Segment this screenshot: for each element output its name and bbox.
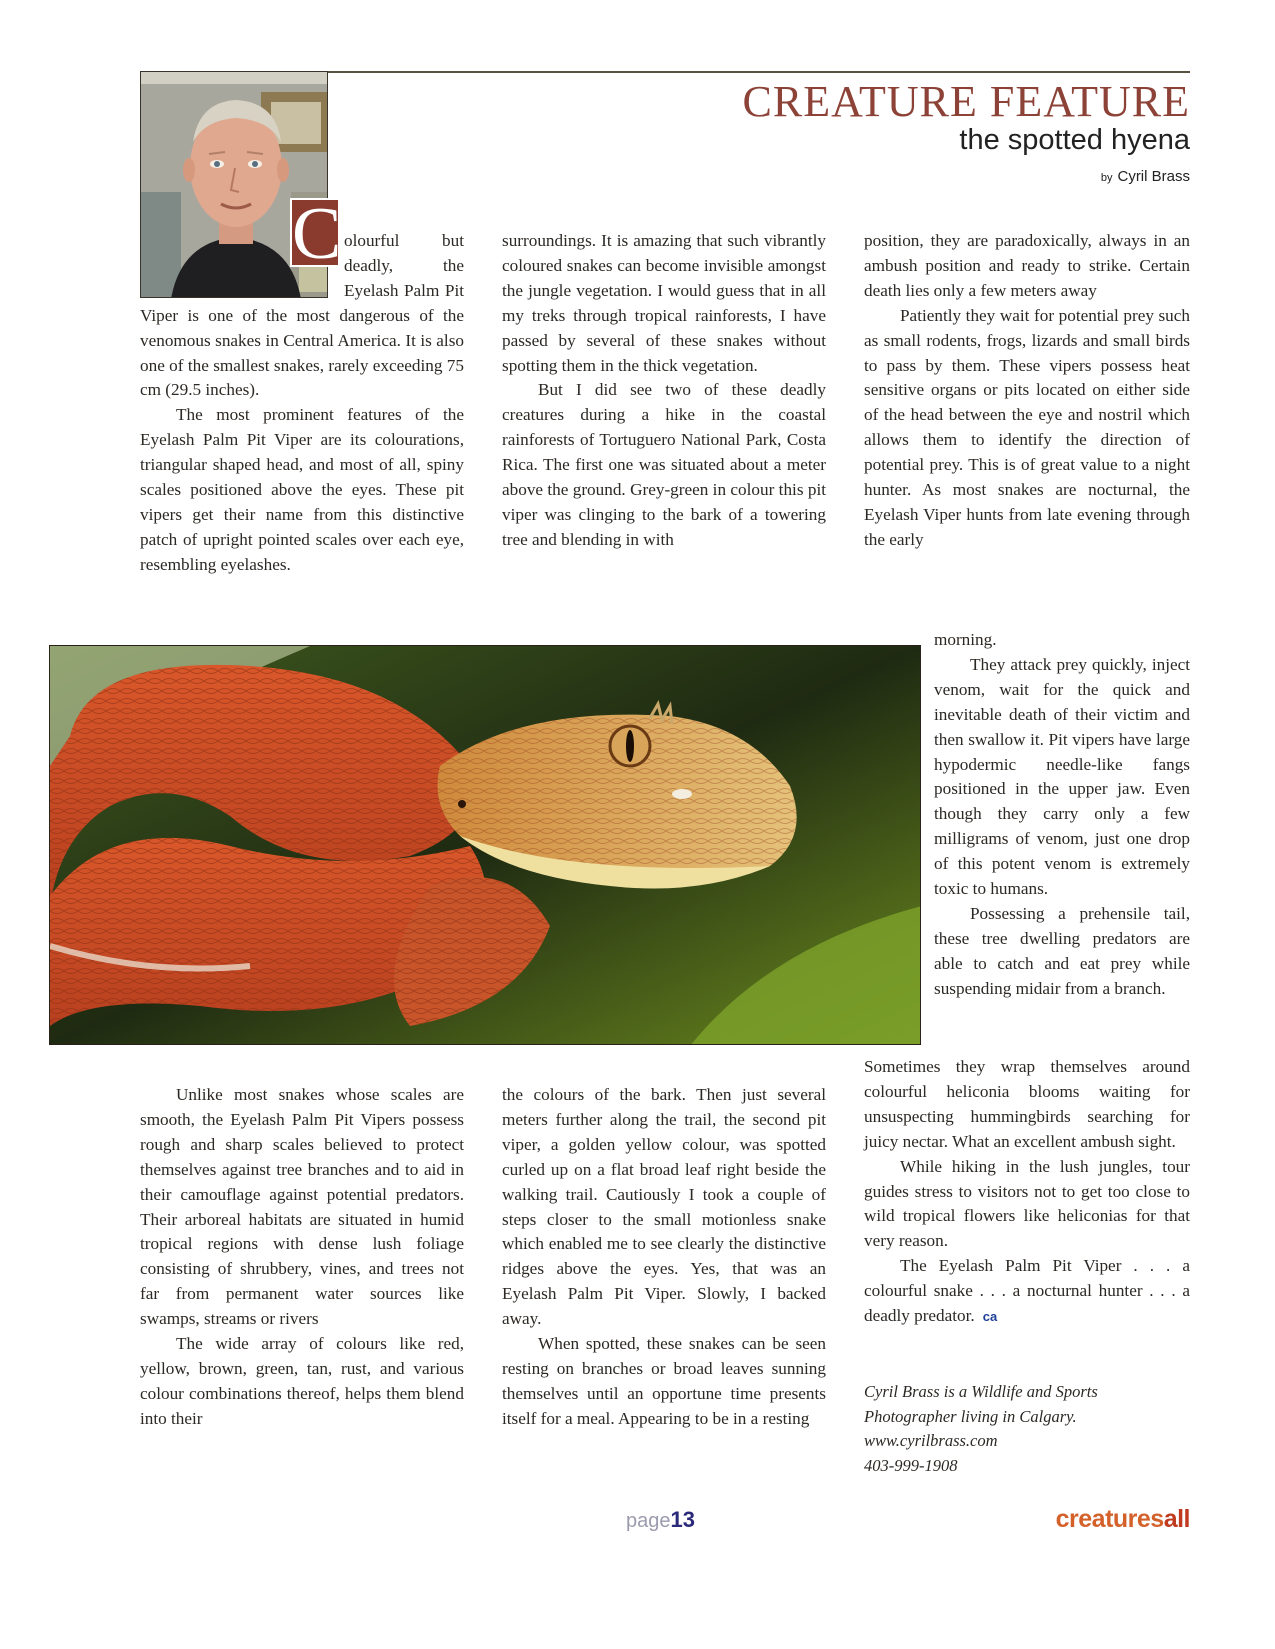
bio-line-2: Photographer living in Calgary.	[864, 1406, 1077, 1426]
column-bottom-right	[864, 1055, 1190, 1330]
drop-cap: C	[292, 193, 342, 275]
paragraph-prehensile: Possessing a prehensile tail, these tree dwelling predators are able to catch and eat prey while suspending midair from a branch.	[934, 903, 1190, 998]
paragraph-prey: Patiently they wait for potential prey such as small rodents, frogs, lizards and small birds to pass by them. These vipers possess heat sensitive organs or pits located on either side of the head between the eye and nostril which allows them to identify the direction of potential prey. This is of great value to a night hunter. As most snakes are nocturnal, the Eyelash Viper hunts from late evening through the early	[864, 305, 1190, 549]
paragraph-scales: Unlike most snakes whose scales are smooth, the Eyelash Palm Pit Vipers possess rough and sharp scales believed to protect themselves against tree branches and to aid in their camouflage against potential predators. Their arboreal habitats are situated in humid tropical regions with dense lush foliage consisting of shrubbery, vines, and trees not far from permanent water sources like swamps, streams or rivers	[140, 1085, 464, 1329]
byline	[1101, 168, 1190, 185]
column-bottom-middle	[502, 1083, 826, 1432]
paragraph-morning: morning.	[934, 630, 997, 649]
paragraph-tour-guides: While hiking in the lush jungles, tour guides stress to visitors not to get too close to wild tropical flowers like heliconias for that very reason.	[864, 1156, 1190, 1251]
column-bottom-left	[140, 1083, 464, 1432]
paragraph-ambush: position, they are paradoxically, always in an ambush position and ready to strike. Certain death lies only a few meters away	[864, 231, 1190, 300]
brand-part-1: creatures	[1055, 1505, 1164, 1533]
closing-text: The Eyelash Palm Pit Viper . . . a colourful snake . . . a nocturnal hunter . . . a deadly predator.	[864, 1256, 1190, 1326]
paragraph-intro: olourful but deadly, the Eyelash Palm Pit Viper is one of the most dangerous of the venomous snakes in Central America. It is also one of the smallest snakes, rarely exceeding 75 cm (29.5 inches).	[140, 231, 464, 400]
paragraph-closing	[864, 1254, 1190, 1330]
column-right-narrow	[934, 628, 1190, 1002]
paragraph-resting: When spotted, these snakes can be seen resting on branches or broad leaves sunning themselves until an opportune time presents itself for a meal. Appearing to be in a resting	[502, 1334, 826, 1428]
paragraph-attack: They attack prey quickly, inject venom, wait for the quick and inevitable death of their victim and then swallow it. Pit vipers have large hypodermic needle-like fangs positioned in the upper jaw. Even though they carry only a few milligrams of venom, just one drop of this potent venom is extremely toxic to humans.	[934, 654, 1190, 899]
author-bio	[864, 1380, 1190, 1478]
end-mark: ca	[982, 1309, 998, 1325]
magazine-brand	[1056, 1505, 1190, 1534]
page-number	[626, 1507, 695, 1533]
photo-wrap-space	[140, 229, 344, 299]
page-number-value: 13	[670, 1507, 695, 1532]
bio-website: www.cyrilbrass.com	[864, 1431, 998, 1450]
article-subtitle: the spotted hyena	[959, 124, 1190, 156]
column-top-left	[140, 229, 464, 578]
section-title: CREATURE FEATURE	[742, 77, 1190, 126]
paragraph-surroundings: surroundings. It is amazing that such vibrantly coloured snakes can become invisible amongst the jungle vegetation. I would guess that in all my treks through tropical rainforests, I have passed by several of these snakes without spotting them in the thick vegetation.	[502, 231, 826, 375]
viper-photo	[49, 645, 921, 1045]
paragraph-features: The most prominent features of the Eyelash Palm Pit Viper are its colourations, triangular shaped head, and most of all, spiny scales positioned above the eyes. These pit vipers get their name from this distinctive patch of upright pointed scales over each eye, resembling eyelashes.	[140, 405, 464, 574]
column-top-middle	[502, 229, 826, 553]
paragraph-tortuguero: But I did see two of these deadly creatures during a hike in the coastal rainforests of Tortuguero National Park, Costa Rica. The first one was situated about a meter above the ground. Grey-green in colour this pit viper was clinging to the bark of a towering tree and blending in with	[502, 380, 826, 549]
bio-line-1: Cyril Brass is a Wildlife and Sports	[864, 1382, 1098, 1401]
byline-prefix: by	[1100, 172, 1113, 184]
brand-part-2: all	[1163, 1505, 1190, 1533]
author-name: Cyril Brass	[1117, 168, 1190, 185]
bio-phone: 403-999-1908	[864, 1455, 958, 1475]
column-top-right	[864, 229, 1190, 553]
paragraph-second-viper: the colours of the bark. Then just several meters further along the trail, the second pit viper, a golden yellow colour, was spotted curled up on a flat broad leaf right beside the walking trail. Cautiously I took a couple of steps closer to the small motionless snake which enabled me to see clearly the distinctive ridges above the eyes. Yes, that was an Eyelash Palm Pit Viper. Slowly, I backed away.	[502, 1085, 826, 1329]
page-label: page	[626, 1510, 671, 1532]
paragraph-heliconia: Sometimes they wrap themselves around colourful heliconia blooms waiting for unsuspecting hummingbirds searching for juicy nectar. What an excellent ambush sight.	[864, 1057, 1190, 1151]
paragraph-colours: The wide array of colours like red, yellow, brown, green, tan, rust, and various colour combinations thereof, helps them blend into their	[140, 1334, 464, 1428]
